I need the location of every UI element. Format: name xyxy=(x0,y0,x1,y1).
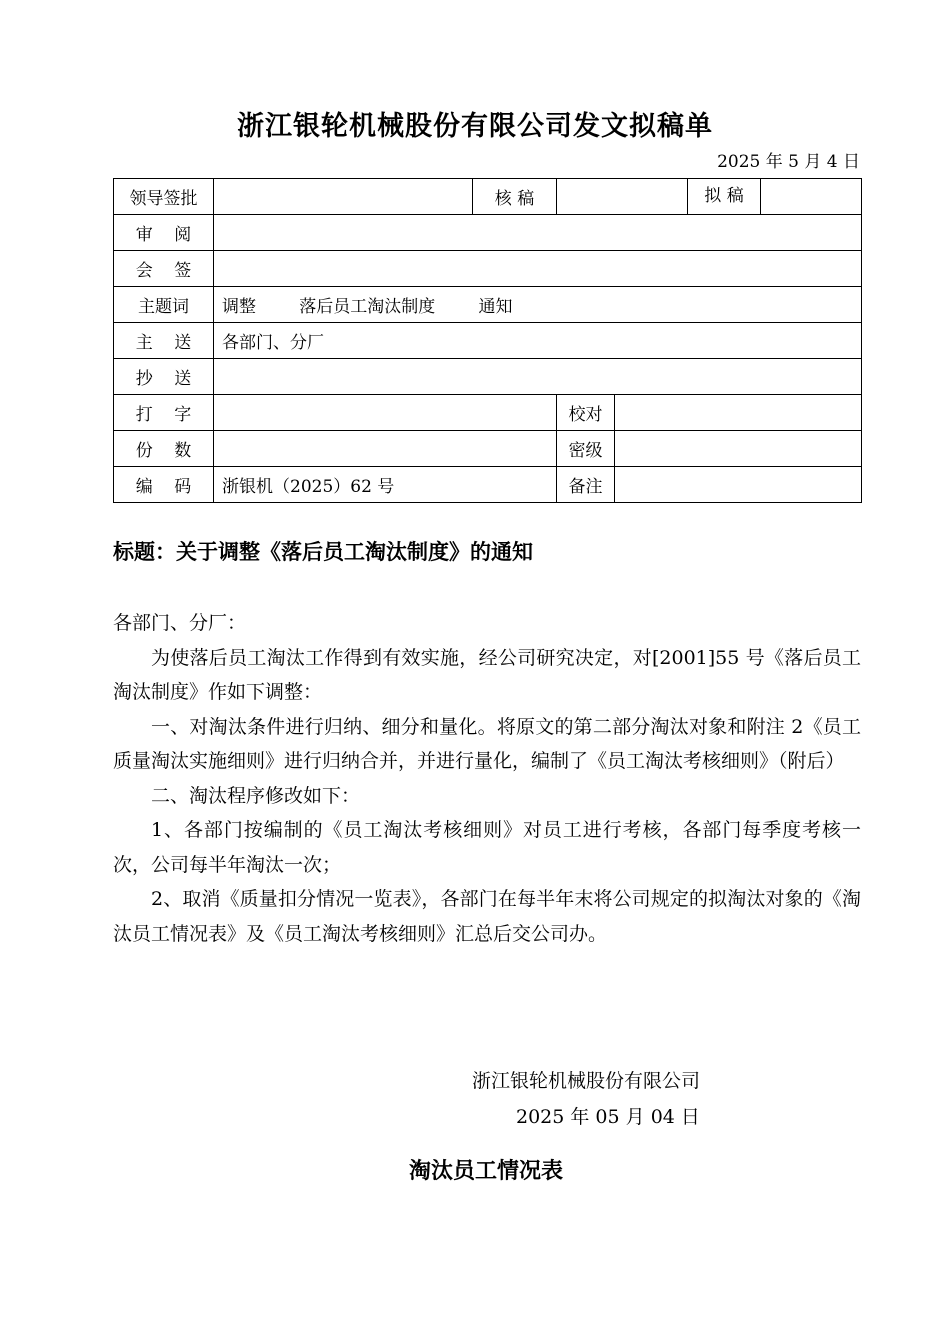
copies-label: 份 数 xyxy=(114,431,214,467)
proof-label: 校对 xyxy=(557,395,615,431)
review-label: 核 稿 xyxy=(473,179,557,215)
proof-field[interactable] xyxy=(615,395,862,431)
document-date: 2025 年 5 月 4 日 xyxy=(717,152,860,172)
draft-form-table xyxy=(113,178,862,503)
keywords-label: 主题词 xyxy=(114,287,214,323)
typing-label: 打 字 xyxy=(114,395,214,431)
greeting: 各部门、分厂： xyxy=(113,612,247,634)
code-label: 编 码 xyxy=(114,467,214,503)
main-to-label: 主 送 xyxy=(114,323,214,359)
secret-label: 密级 xyxy=(557,431,615,467)
leader-field[interactable] xyxy=(214,179,473,215)
table-row xyxy=(114,395,862,431)
table-row xyxy=(114,359,862,395)
leader-label: 领导签批 xyxy=(114,179,214,215)
read-field[interactable] xyxy=(214,215,862,251)
table-row xyxy=(114,251,862,287)
draft-label: 拟 稿 xyxy=(688,179,761,214)
paragraph-4: 1、各部门按编制的《员工淘汰考核细则》对员工进行考核，各部门每季度考核一次，公司每半年淘汰一次； xyxy=(113,819,861,876)
paragraph-3: 二、淘汰程序修改如下： xyxy=(151,784,361,807)
countersign-label: 会 签 xyxy=(114,251,214,287)
keywords-value: 调整 落后员工淘汰制度 通知 xyxy=(214,287,862,323)
copies-field[interactable] xyxy=(214,431,557,467)
paragraph-1: 为使落后员工淘汰工作得到有效实施，经公司研究决定，对[2001]55 号《落后员工淘汰制度》作如下调整： xyxy=(113,646,861,703)
signature-date: 2025 年 05 月 04 日 xyxy=(516,1106,700,1128)
paragraph-2: 一、对淘汰条件进行归纳、细分和量化。将原文的第二部分淘汰对象和附注 2《员工质量淘汰实施细则》进行归纳合并，并进行量化，编制了《员工淘汰考核细则》（附后） xyxy=(113,715,861,772)
main-to-value: 各部门、分厂 xyxy=(214,323,862,359)
notice-subject: 标题：关于调整《落后员工淘汰制度》的通知 xyxy=(113,540,533,564)
secret-field[interactable] xyxy=(615,431,862,467)
code-value: 浙银机（2025）62 号 xyxy=(214,467,557,503)
table-row xyxy=(114,431,862,467)
table-row xyxy=(114,323,862,359)
read-label: 审 阅 xyxy=(114,215,214,251)
table-row xyxy=(114,467,862,503)
copy-to-field[interactable] xyxy=(214,359,862,395)
signature-org: 浙江银轮机械股份有限公司 xyxy=(472,1070,701,1092)
notice-body xyxy=(113,606,861,951)
table-row xyxy=(114,287,862,323)
table-row xyxy=(114,179,862,215)
remark-field[interactable] xyxy=(615,467,862,503)
countersign-field[interactable] xyxy=(214,251,862,287)
next-section-title: 淘汰员工情况表 xyxy=(408,1159,563,1184)
paragraph-5: 2、取消《质量扣分情况一览表》，各部门在每半年末将公司规定的拟淘汰对象的《淘汰员工情况表》及《员工淘汰考核细则》汇总后交公司办。 xyxy=(113,888,861,945)
typing-field[interactable] xyxy=(214,395,557,431)
remark-label: 备注 xyxy=(557,467,615,503)
draft-cell xyxy=(688,179,862,215)
copy-to-label: 抄 送 xyxy=(114,359,214,395)
table-row xyxy=(114,215,862,251)
document-title: 浙江银轮机械股份有限公司发文拟稿单 xyxy=(237,111,713,142)
review-field[interactable] xyxy=(557,179,688,215)
